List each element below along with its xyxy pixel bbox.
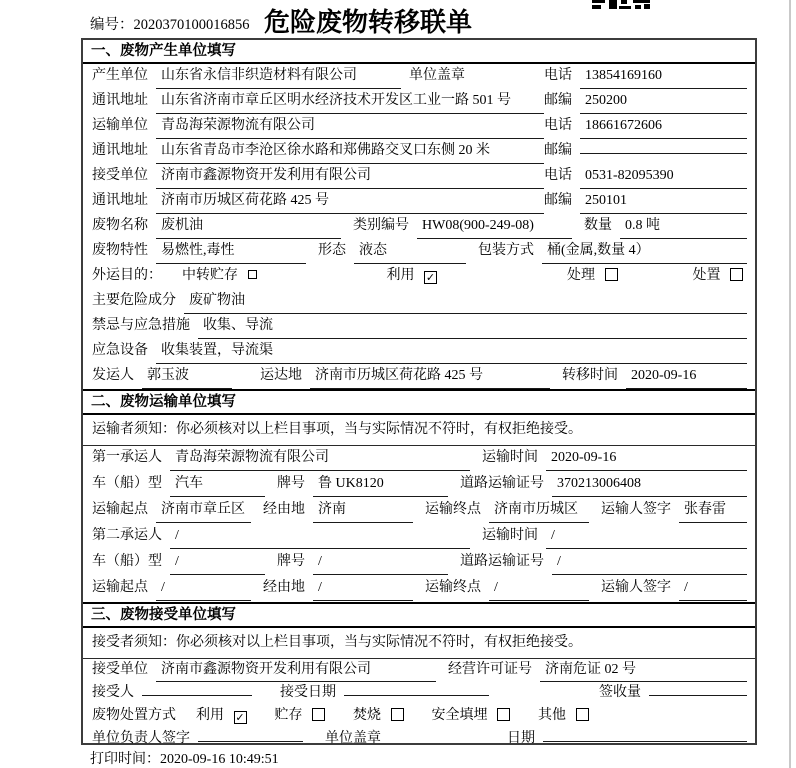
field-vehicle1 bbox=[83, 472, 755, 498]
field-waste-character bbox=[83, 239, 755, 264]
page-title: 危险废物转移联单 bbox=[263, 8, 472, 37]
vehicle-type2-label: 车（船）型 bbox=[92, 554, 162, 569]
disposal-option-incinerate bbox=[353, 705, 404, 727]
waste-name-value: 废机油 bbox=[156, 214, 341, 239]
transport-address-label: 通讯地址 bbox=[92, 143, 148, 158]
accept-date-label: 接受日期 bbox=[280, 685, 336, 700]
transport-address-value: 山东省青岛市李沧区徐水路和郑佛路交叉口东侧 20 米 bbox=[156, 139, 544, 164]
field-transport-address bbox=[83, 139, 755, 164]
section2-title: 二、废物运输单位填写 bbox=[83, 389, 755, 415]
field-transport-unit bbox=[83, 114, 755, 139]
transporter-notice: 运输者须知：你必须核对以上栏目事项，当与实际情况不符时，有权拒绝接受。 bbox=[83, 415, 755, 446]
recipient-label: 接受人 bbox=[92, 685, 134, 700]
waste-quantity-value: 0.8 吨 bbox=[620, 214, 747, 239]
field-transfer-purpose bbox=[83, 264, 755, 289]
main-hazard-value: 废矿物油 bbox=[184, 289, 747, 314]
purpose-option-utilize bbox=[387, 264, 438, 288]
receiver-phone-label: 电话 bbox=[544, 168, 572, 183]
vehicle-type1-label: 车（船）型 bbox=[92, 476, 162, 491]
route2-signature-label: 运输人签字 bbox=[601, 580, 671, 595]
checkbox-checked-icon bbox=[234, 711, 247, 724]
business-permit-label: 经营许可证号 bbox=[448, 662, 532, 677]
transport-time1-value: 2020-09-16 bbox=[546, 446, 747, 471]
waste-quantity-label: 数量 bbox=[584, 218, 612, 233]
destination-label: 运达地 bbox=[260, 368, 302, 383]
qr-code-fragment bbox=[592, 0, 650, 10]
route2-end-value: / bbox=[489, 576, 589, 601]
checkbox-unchecked-icon bbox=[248, 270, 257, 279]
route1-signature-value: 张春雷 bbox=[679, 498, 747, 523]
receiver-address-value: 济南市历城区荷花路 425 号 bbox=[156, 189, 544, 214]
business-permit-value: 济南危证 02 号 bbox=[540, 659, 747, 682]
responsible-signature-value bbox=[198, 728, 303, 742]
disposal-option-label: 焚烧 bbox=[353, 708, 381, 723]
waste-character-value: 易燃性,毒性 bbox=[156, 239, 306, 264]
field-emergency-equipment bbox=[83, 339, 755, 364]
disposal-option-label: 贮存 bbox=[274, 708, 303, 723]
second-carrier-label: 第二承运人 bbox=[92, 528, 162, 543]
first-carrier-value: 青岛海荣源物流有限公司 bbox=[170, 446, 470, 471]
transport-phone-value: 18661672606 bbox=[580, 114, 747, 139]
producer-unit-value: 山东省永信非织造材料有限公司 bbox=[156, 64, 401, 89]
road-permit1-value: 370213006408 bbox=[552, 472, 747, 497]
emergency-equipment-value: 收集装置，导流渠 bbox=[156, 339, 747, 364]
route2-via-value: / bbox=[313, 576, 413, 601]
receipt-quantity-label: 签收量 bbox=[599, 685, 641, 700]
checkbox-unchecked-icon bbox=[576, 708, 589, 721]
sign-date-value bbox=[543, 728, 747, 742]
unit-seal-label: 单位盖章 bbox=[409, 68, 465, 83]
route1-via-value: 济南 bbox=[313, 498, 413, 523]
field-route2 bbox=[83, 576, 755, 602]
field-waste-name bbox=[83, 214, 755, 239]
packing-method-value: 桶(金属,数量 4） bbox=[542, 239, 747, 264]
route1-via-label: 经由地 bbox=[263, 502, 305, 517]
waste-category-value: HW08(900-249-08) bbox=[417, 214, 572, 239]
road-permit2-label: 道路运输证号 bbox=[460, 554, 544, 569]
transfer-purpose-label: 外运目的： bbox=[92, 268, 162, 283]
purpose-option-label: 处置 bbox=[692, 268, 721, 283]
transport-phone-label: 电话 bbox=[544, 118, 572, 133]
receiver-unit-label: 接受单位 bbox=[92, 168, 148, 183]
receiver-zip-label: 邮编 bbox=[544, 193, 572, 208]
transfer-manifest-form bbox=[81, 38, 757, 745]
field-vehicle2 bbox=[83, 550, 755, 576]
recipient-value bbox=[142, 682, 252, 696]
field-sender bbox=[83, 364, 755, 389]
checkbox-unchecked-icon bbox=[605, 268, 618, 281]
field-main-hazard bbox=[83, 289, 755, 314]
section1-title: 一、废物产生单位填写 bbox=[83, 40, 755, 64]
field-receiver-unit bbox=[83, 164, 755, 189]
taboo-measures-label: 禁忌与应急措施 bbox=[92, 318, 190, 333]
disposal-option-landfill bbox=[432, 705, 511, 727]
print-time-label: 打印时间： bbox=[90, 752, 160, 767]
purpose-option-treat bbox=[567, 264, 618, 288]
accept-unit-value: 济南市鑫源物资开发利用有限公司 bbox=[156, 659, 436, 682]
plate-number2-label: 牌号 bbox=[277, 554, 305, 569]
first-carrier-label: 第一承运人 bbox=[92, 450, 162, 465]
waste-form-label: 形态 bbox=[318, 243, 346, 258]
transport-time2-value: / bbox=[546, 524, 747, 549]
disposal-option-store bbox=[275, 705, 326, 727]
field-first-carrier bbox=[83, 446, 755, 472]
field-recipient bbox=[83, 682, 755, 705]
field-route1 bbox=[83, 498, 755, 524]
purpose-option-dispose bbox=[693, 264, 744, 288]
route2-start-label: 运输起点 bbox=[92, 580, 148, 595]
receiver-unit-value: 济南市鑫源物资开发利用有限公司 bbox=[156, 164, 544, 189]
responsible-signature-label: 单位负责人签字 bbox=[92, 731, 190, 746]
route2-end-label: 运输终点 bbox=[425, 580, 481, 595]
road-permit2-value: / bbox=[552, 550, 747, 575]
route1-end-label: 运输终点 bbox=[425, 502, 481, 517]
route2-start-value: / bbox=[156, 576, 251, 601]
checkbox-checked-icon bbox=[424, 271, 437, 284]
purpose-option-label: 处理 bbox=[567, 268, 595, 283]
disposal-method-label: 废物处置方式 bbox=[92, 708, 176, 723]
transport-time2-label: 运输时间 bbox=[482, 528, 538, 543]
document-number-label: 编号： bbox=[90, 17, 134, 33]
route1-start-label: 运输起点 bbox=[92, 502, 148, 517]
vehicle-type1-value: 汽车 bbox=[170, 472, 265, 497]
producer-zip-value: 250200 bbox=[580, 89, 747, 114]
checkbox-unchecked-icon bbox=[497, 708, 510, 721]
main-hazard-label: 主要危险成分 bbox=[92, 293, 176, 308]
purpose-option-label: 中转贮存 bbox=[182, 268, 238, 283]
field-accept-unit bbox=[83, 659, 755, 682]
receiver-zip-value: 250101 bbox=[580, 189, 747, 214]
producer-unit-label: 产生单位 bbox=[92, 68, 148, 83]
producer-address-label: 通讯地址 bbox=[92, 93, 148, 108]
disposal-option-label: 其他 bbox=[538, 708, 566, 723]
waste-form-value: 液态 bbox=[354, 239, 466, 264]
route2-via-label: 经由地 bbox=[263, 580, 305, 595]
second-carrier-value: / bbox=[170, 524, 470, 549]
disposal-option-label: 安全填埋 bbox=[431, 708, 488, 723]
route1-start-value: 济南市章丘区 bbox=[156, 498, 251, 523]
document-header bbox=[0, 0, 796, 38]
plate-number1-value: 鲁 UK8120 bbox=[313, 472, 448, 497]
emergency-equipment-label: 应急设备 bbox=[92, 343, 148, 358]
producer-phone-label: 电话 bbox=[544, 68, 572, 83]
producer-phone-value: 13854169160 bbox=[580, 64, 747, 89]
section3-title: 三、废物接受单位填写 bbox=[83, 602, 755, 628]
waste-character-label: 废物特性 bbox=[92, 243, 148, 258]
producer-zip-label: 邮编 bbox=[544, 93, 572, 108]
field-producer-address bbox=[83, 89, 755, 114]
route1-end-value: 济南市历城区 bbox=[489, 498, 589, 523]
packing-method-label: 包装方式 bbox=[478, 243, 534, 258]
print-time-value: 2020-09-16 10:49:51 bbox=[160, 752, 279, 767]
plate-number1-label: 牌号 bbox=[277, 476, 305, 491]
field-disposal-method bbox=[83, 705, 755, 728]
vehicle-type2-value: / bbox=[170, 550, 265, 575]
field-second-carrier bbox=[83, 524, 755, 550]
plate-number2-value: / bbox=[313, 550, 448, 575]
accept-date-value bbox=[344, 682, 489, 696]
transport-zip-label: 邮编 bbox=[544, 143, 572, 158]
sign-date-label: 日期 bbox=[507, 731, 535, 746]
transfer-time-value: 2020-09-16 bbox=[626, 364, 747, 389]
document-number-value: 2020370100016856 bbox=[133, 17, 250, 33]
print-time bbox=[90, 748, 279, 768]
route1-signature-label: 运输人签字 bbox=[601, 502, 671, 517]
sender-value: 郭玉波 bbox=[142, 364, 232, 389]
receiver-address-label: 通讯地址 bbox=[92, 193, 148, 208]
disposal-option-other bbox=[538, 705, 589, 727]
transfer-time-label: 转移时间 bbox=[562, 368, 618, 383]
field-receiver-address bbox=[83, 189, 755, 214]
accept-unit-label: 接受单位 bbox=[92, 662, 148, 677]
producer-address-value: 山东省济南市章丘区明水经济技术开发区工业一路 501 号 bbox=[156, 89, 544, 114]
transport-unit-value: 青岛海荣源物流有限公司 bbox=[156, 114, 544, 139]
disposal-option-label: 利用 bbox=[196, 708, 224, 723]
field-producer-unit bbox=[83, 64, 755, 89]
waste-name-label: 废物名称 bbox=[92, 218, 148, 233]
receiver-phone-value: 0531-82095390 bbox=[580, 164, 747, 189]
unit-seal2-label: 单位盖章 bbox=[325, 731, 381, 746]
route2-signature-value: / bbox=[679, 576, 747, 601]
receipt-quantity-value bbox=[649, 682, 747, 696]
road-permit1-label: 道路运输证号 bbox=[460, 476, 544, 491]
receiver-notice: 接受者须知：你必须核对以上栏目事项，当与实际情况不符时，有权拒绝接受。 bbox=[83, 628, 755, 659]
taboo-measures-value: 收集、导流 bbox=[198, 314, 747, 339]
sender-label: 发运人 bbox=[92, 368, 134, 383]
page-edge-line bbox=[789, 0, 791, 768]
field-taboo-measures bbox=[83, 314, 755, 339]
transport-time1-label: 运输时间 bbox=[482, 450, 538, 465]
transport-unit-label: 运输单位 bbox=[92, 118, 148, 133]
checkbox-unchecked-icon bbox=[312, 708, 325, 721]
purpose-option-label: 利用 bbox=[386, 268, 415, 283]
destination-value: 济南市历城区荷花路 425 号 bbox=[310, 364, 550, 389]
checkbox-unchecked-icon bbox=[730, 268, 743, 281]
waste-category-label: 类别编号 bbox=[353, 218, 409, 233]
transport-zip-value bbox=[580, 140, 747, 154]
disposal-option-utilize bbox=[196, 705, 247, 727]
checkbox-unchecked-icon bbox=[391, 708, 404, 721]
purpose-option-transfer-storage bbox=[182, 264, 257, 288]
